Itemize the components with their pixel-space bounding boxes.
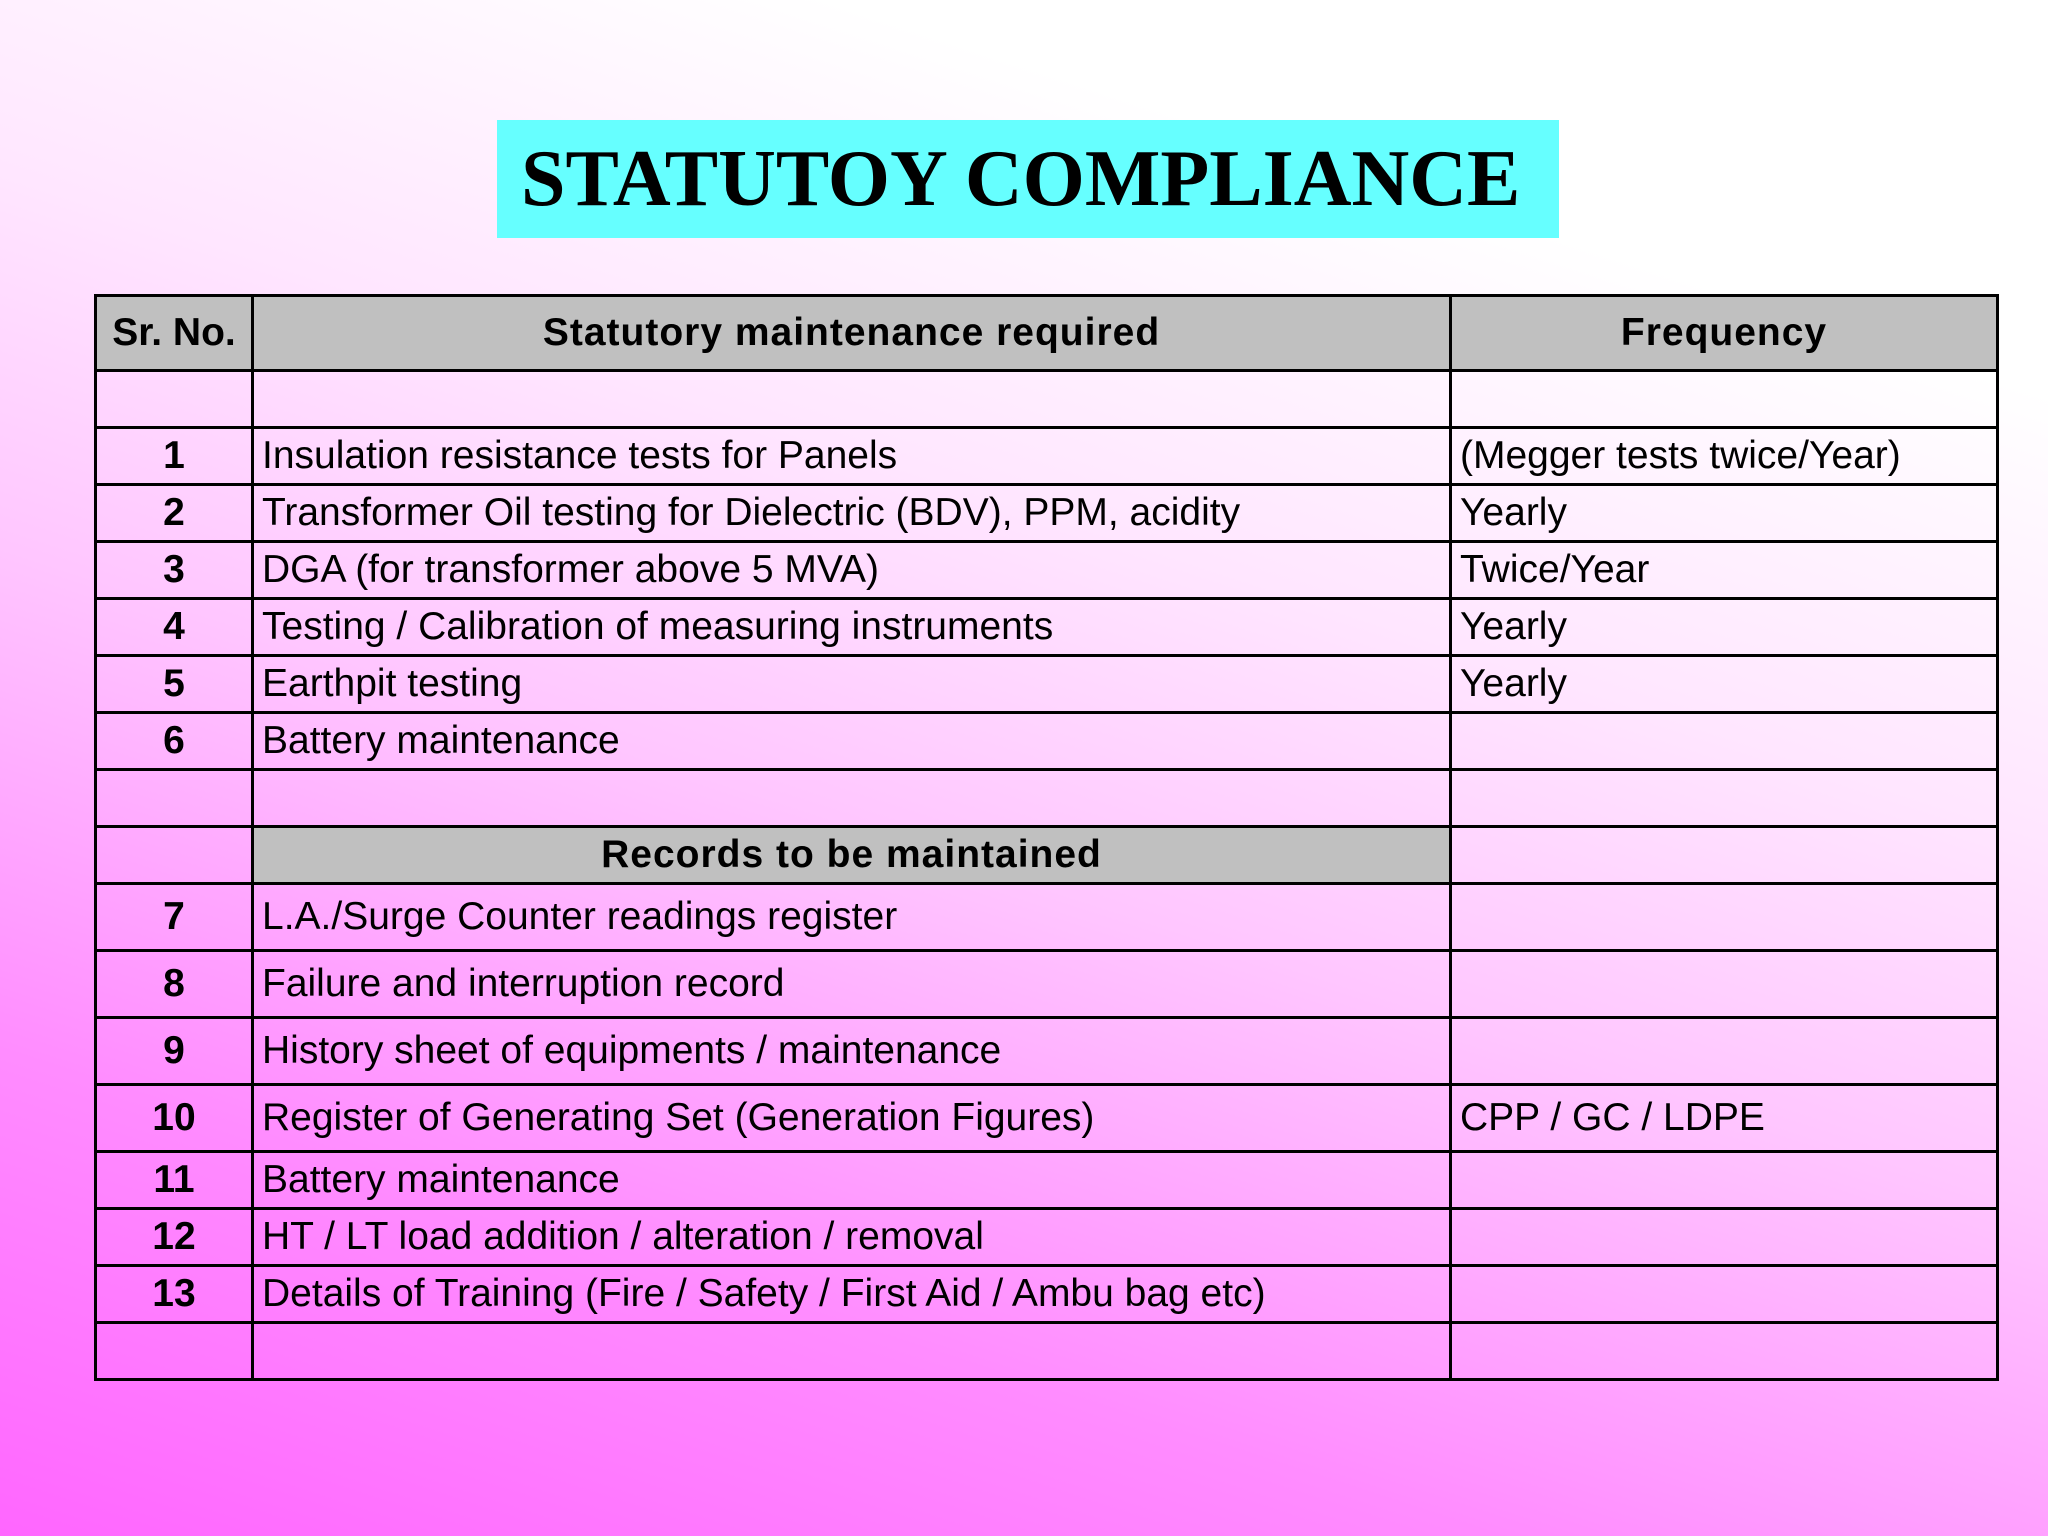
item-cell: DGA (for transformer above 5 MVA) xyxy=(253,542,1451,599)
spacer-row xyxy=(96,770,1998,827)
sr-cell: 2 xyxy=(96,485,253,542)
sr-cell: 5 xyxy=(96,656,253,713)
frequency-cell xyxy=(1451,1152,1998,1209)
spacer-cell xyxy=(1451,371,1998,428)
table-row xyxy=(96,1266,1998,1323)
sr-cell: 10 xyxy=(96,1085,253,1152)
spacer-cell xyxy=(253,1323,1451,1380)
sr-cell: 13 xyxy=(96,1266,253,1323)
sr-cell: 3 xyxy=(96,542,253,599)
item-cell: Battery maintenance xyxy=(253,1152,1451,1209)
frequency-cell xyxy=(1451,1266,1998,1323)
item-cell: Insulation resistance tests for Panels xyxy=(253,428,1451,485)
spacer-cell xyxy=(1451,1323,1998,1380)
table-row xyxy=(96,542,1998,599)
frequency-cell xyxy=(1451,713,1998,770)
item-cell: Testing / Calibration of measuring instruments xyxy=(253,599,1451,656)
spacer-cell xyxy=(1451,770,1998,827)
item-cell: History sheet of equipments / maintenance xyxy=(253,1018,1451,1085)
spacer-cell xyxy=(1451,827,1998,884)
item-cell: Details of Training (Fire / Safety / First Aid / Ambu bag etc) xyxy=(253,1266,1451,1323)
item-cell: Register of Generating Set (Generation Figures) xyxy=(253,1085,1451,1152)
item-cell: Earthpit testing xyxy=(253,656,1451,713)
sr-cell: 1 xyxy=(96,428,253,485)
sr-cell: 12 xyxy=(96,1209,253,1266)
header-frequency: Frequency xyxy=(1451,296,1998,371)
spacer-cell xyxy=(253,770,1451,827)
table-row xyxy=(96,1209,1998,1266)
table-row xyxy=(96,599,1998,656)
table-row xyxy=(96,485,1998,542)
frequency-cell: Twice/Year xyxy=(1451,542,1998,599)
sr-cell: 9 xyxy=(96,1018,253,1085)
item-cell: Failure and interruption record xyxy=(253,951,1451,1018)
sr-cell: 6 xyxy=(96,713,253,770)
compliance-table xyxy=(94,294,1999,1381)
table-row xyxy=(96,884,1998,951)
item-cell: HT / LT load addition / alteration / removal xyxy=(253,1209,1451,1266)
spacer-cell xyxy=(96,371,253,428)
spacer-cell xyxy=(96,770,253,827)
table-row xyxy=(96,951,1998,1018)
spacer-row xyxy=(96,1323,1998,1380)
table-row xyxy=(96,428,1998,485)
spacer-cell xyxy=(253,371,1451,428)
item-cell: Battery maintenance xyxy=(253,713,1451,770)
item-cell: L.A./Surge Counter readings register xyxy=(253,884,1451,951)
table-header-row xyxy=(96,296,1998,371)
table-row xyxy=(96,713,1998,770)
frequency-cell xyxy=(1451,1209,1998,1266)
spacer-cell xyxy=(96,1323,253,1380)
frequency-cell xyxy=(1451,1018,1998,1085)
frequency-cell: CPP / GC / LDPE xyxy=(1451,1085,1998,1152)
table-row xyxy=(96,1018,1998,1085)
records-heading: Records to be maintained xyxy=(253,827,1451,884)
table-row xyxy=(96,656,1998,713)
frequency-cell: Yearly xyxy=(1451,656,1998,713)
table-row xyxy=(96,1085,1998,1152)
title-banner xyxy=(497,120,1559,238)
header-sr-no: Sr. No. xyxy=(96,296,253,371)
spacer-row xyxy=(96,371,1998,428)
sr-cell: 7 xyxy=(96,884,253,951)
sr-cell: 4 xyxy=(96,599,253,656)
records-heading-row xyxy=(96,827,1998,884)
page-title: STATUTOY COMPLIANCE xyxy=(521,134,1521,223)
sr-cell: 11 xyxy=(96,1152,253,1209)
spacer-cell xyxy=(96,827,253,884)
frequency-cell xyxy=(1451,884,1998,951)
item-cell: Transformer Oil testing for Dielectric (BDV), PPM, acidity xyxy=(253,485,1451,542)
header-item: Statutory maintenance required xyxy=(253,296,1451,371)
frequency-cell: Yearly xyxy=(1451,485,1998,542)
frequency-cell: (Megger tests twice/Year) xyxy=(1451,428,1998,485)
frequency-cell xyxy=(1451,951,1998,1018)
table-row xyxy=(96,1152,1998,1209)
frequency-cell: Yearly xyxy=(1451,599,1998,656)
sr-cell: 8 xyxy=(96,951,253,1018)
